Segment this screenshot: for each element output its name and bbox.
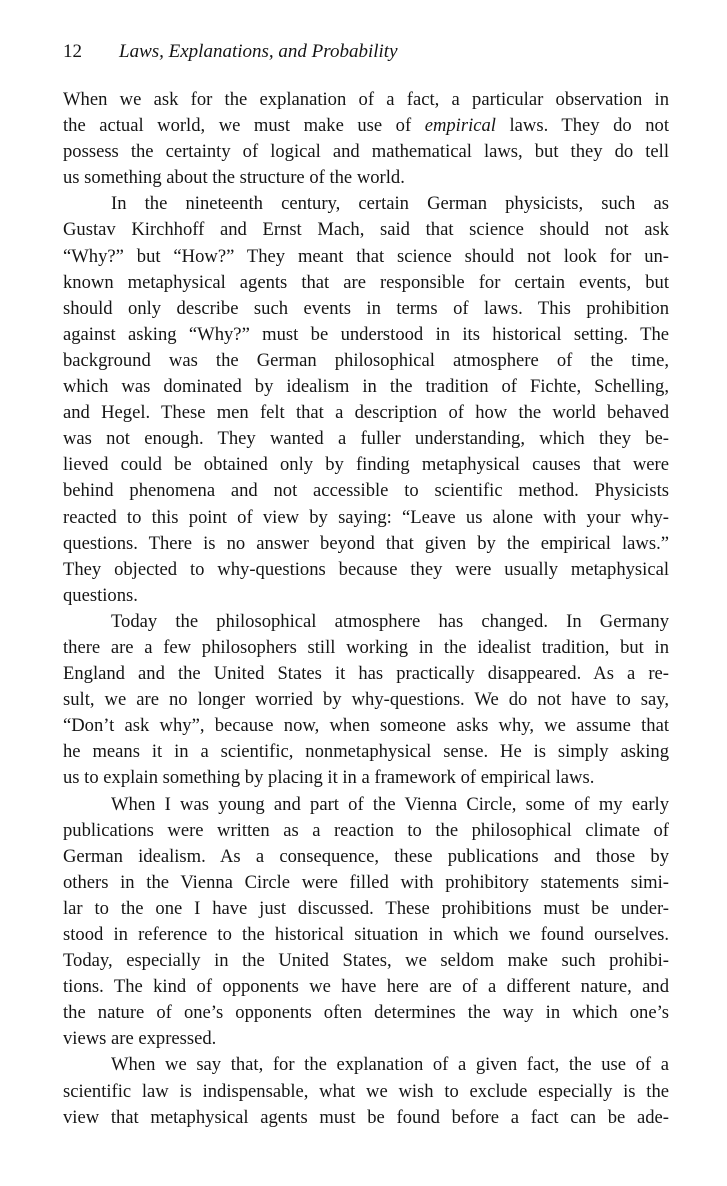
text-line: scientific law is indispensable, what we wish to exclude especially is the [63,1080,669,1102]
paragraph-5 [63,1052,669,1130]
text-line: tions. The kind of opponents we have here are of a different nature, and [63,976,669,998]
body-text [63,87,669,1131]
page-number: 12 [63,41,82,62]
text-line: was not enough. They wanted a fuller understanding, which they be- [63,428,669,450]
text-line: should only describe such events in terms of laws. This prohibition [63,297,669,319]
text-line: reacted to this point of view by saying: “Leave us alone with your why- [63,506,669,528]
text-line: behind phenomena and not accessible to scientific method. Physicists [63,480,669,502]
text-line: others in the Vienna Circle were filled with prohibitory statements simi- [63,871,669,893]
text-line: lar to the one I have just discussed. These prohibitions must be under- [63,897,669,919]
text-line: When we ask for the explanation of a fact, a particular observation in [63,89,669,110]
emphasized-word: empirical [424,115,496,137]
text-line: us something about the structure of the world. [63,167,405,189]
running-title: Laws, Explanations, and Probability [119,41,398,62]
text-line: questions. There is no answer beyond that given by the empirical laws.” [63,532,669,554]
text-run: laws. They do not [509,115,669,137]
text-line: and Hegel. These men felt that a description of how the world behaved [63,402,669,424]
text-line: German idealism. As a consequence, these publications and those by [63,845,669,867]
text-run: the actual world, we must make use of [63,115,412,137]
text-line: there are a few philosophers still working in the idealist tradition, but in [63,636,669,658]
text-line: he means it in a scientific, nonmetaphysical sense. He is simply asking [63,741,669,763]
running-head [63,40,683,64]
text-line: Today, especially in the United States, we seldom make such prohibi- [63,950,669,972]
text-line: When I was young and part of the Vienna Circle, some of my early [111,793,669,815]
text-line: England and the United States it has practically disappeared. As a re- [63,663,669,685]
text-line: against asking “Why?” must be understood in its historical setting. The [63,323,669,345]
text-line: the nature of one’s opponents often determines the way in which one’s [63,1002,669,1024]
paragraph-1 [63,87,669,191]
text-line: questions. [63,584,138,606]
text-line: Gustav Kirchhoff and Ernst Mach, said that science should not ask [63,219,669,241]
text-line: In the nineteenth century, certain German physicists, such as [111,193,669,215]
text-line: known metaphysical agents that are responsible for certain events, but [63,271,669,293]
text-line: background was the German philosophical atmosphere of the time, [63,349,669,371]
text-line: which was dominated by idealism in the tradition of Fichte, Schelling, [63,376,669,398]
text-line: sult, we are no longer worried by why-questions. We do not have to say, [63,689,669,711]
paragraph-4 [63,792,669,1053]
paragraph-2 [63,191,669,609]
text-line: They objected to why-questions because they were usually metaphysical [63,558,669,580]
text-line: publications were written as a reaction to the philosophical climate of [63,819,669,841]
text-line: stood in reference to the historical situation in which we found ourselves. [63,924,669,945]
text-line: “Don’t ask why”, because now, when someone asks why, we assume that [63,715,669,737]
text-line: views are expressed. [63,1028,217,1050]
text-line: Today the philosophical atmosphere has changed. In Germany [111,610,669,632]
text-line: “Why?” but “How?” They meant that science should not look for un- [63,245,669,267]
text-line: us to explain something by placing it in a framework of empirical laws. [63,767,595,789]
text-line: view that metaphysical agents must be found before a fact can be ade- [63,1106,669,1128]
text-line: possess the certainty of logical and mathematical laws, but they do tell [63,141,669,163]
paragraph-3 [63,609,669,792]
text-line: When we say that, for the explanation of a given fact, the use of a [111,1054,669,1076]
text-line [63,113,669,139]
text-line: lieved could be obtained only by finding metaphysical causes that were [63,454,669,476]
